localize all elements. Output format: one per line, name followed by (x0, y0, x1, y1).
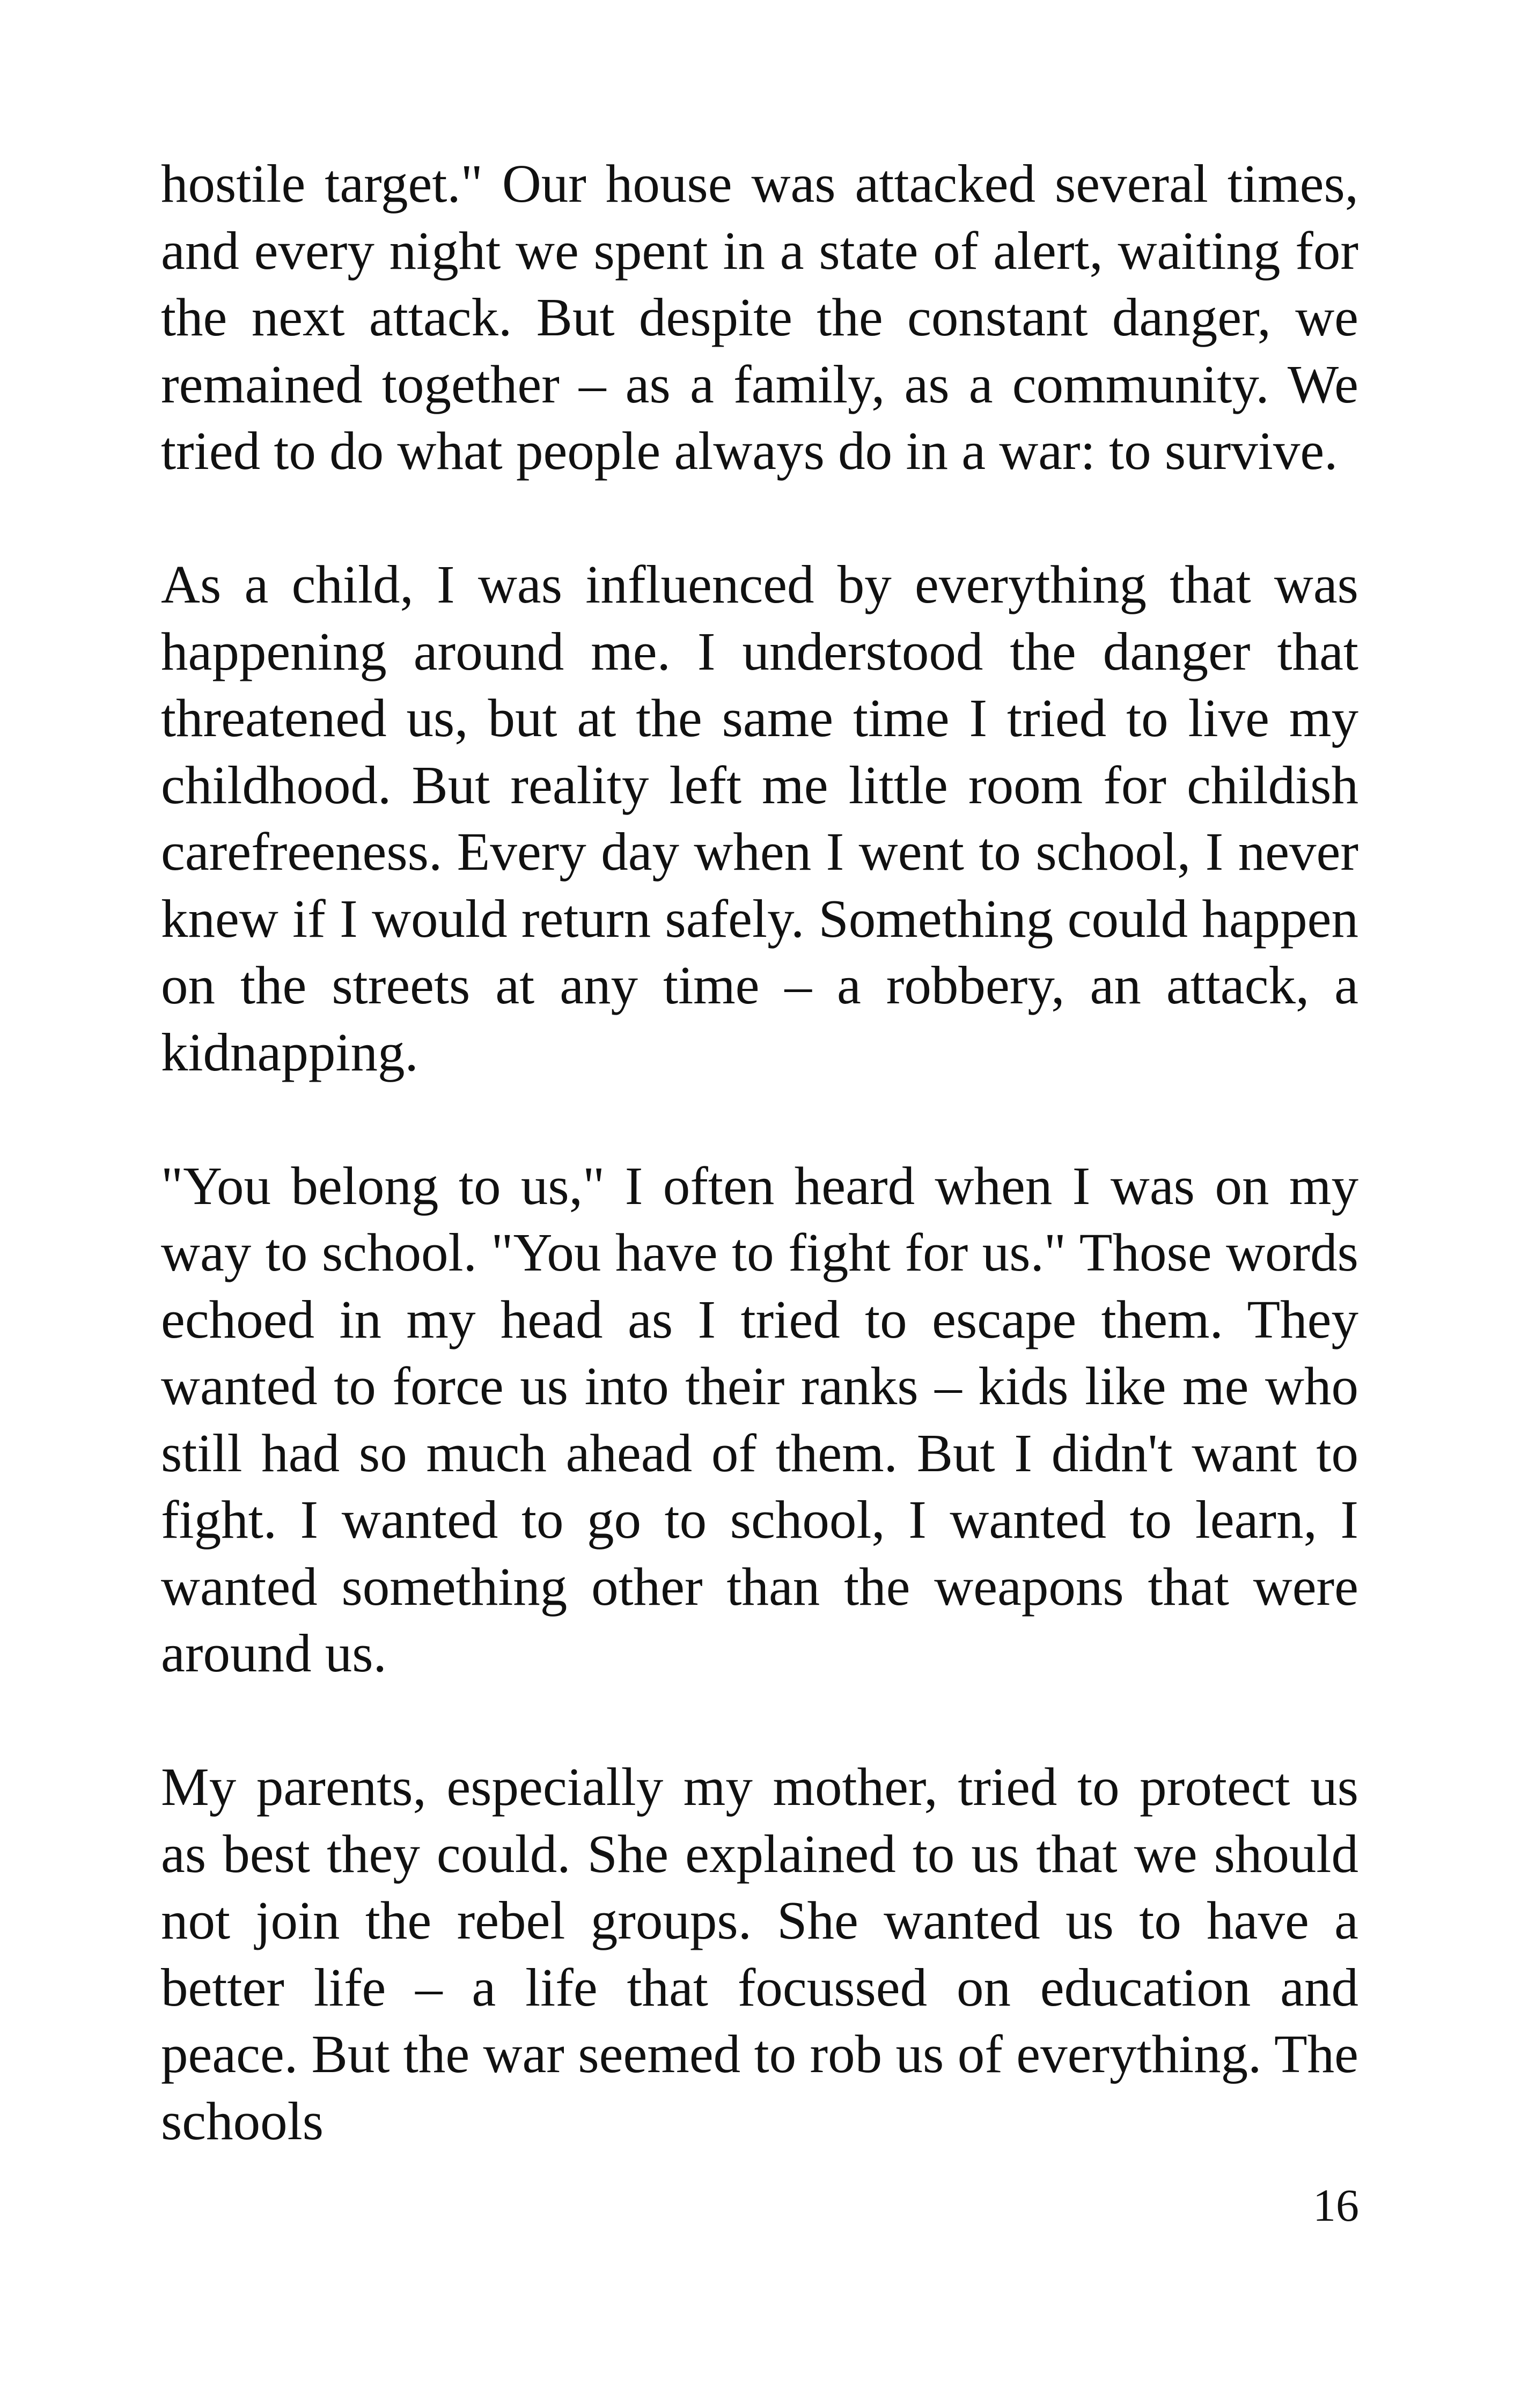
paragraph-4: My parents, especially my mother, tried to protect us as best they could. She explained to us that we should not join the rebel groups. She wanted us to have a better life – a life that focussed on education and peace. But the war seemed to rob us of everything. The schools (161, 1757, 1358, 2151)
body-text (161, 150, 1358, 2154)
page-number: 16 (1313, 2179, 1359, 2231)
paragraph-1: hostile target." Our house was attacked several times, and every night we spent in a state of alert, waiting for the next attack. But despite the constant danger, we remained together – as a family, as a community. We tried to do what people always do in a war: to survive. (161, 153, 1358, 481)
paragraph-2: As a child, I was influenced by everything that was happening around me. I understood the danger that threatened us, but at the same time I tried to live my childhood. But reality left me little room for childish carefreeness. Every day when I went to school, I never knew if I would return safely. Something could happen on the streets at any time – a robbery, an attack, a kidnapping. (161, 554, 1358, 1082)
paragraph-3: "You belong to us," I often heard when I was on my way to school. "You have to fight for us." Those words echoed in my head as I tried to escape them. They wanted to force us into their ranks – kids like me who still had so much ahead of them. But I didn't want to fight. I wanted to go to school, I wanted to learn, I wanted something other than the weapons that were around us. (161, 1155, 1358, 1683)
